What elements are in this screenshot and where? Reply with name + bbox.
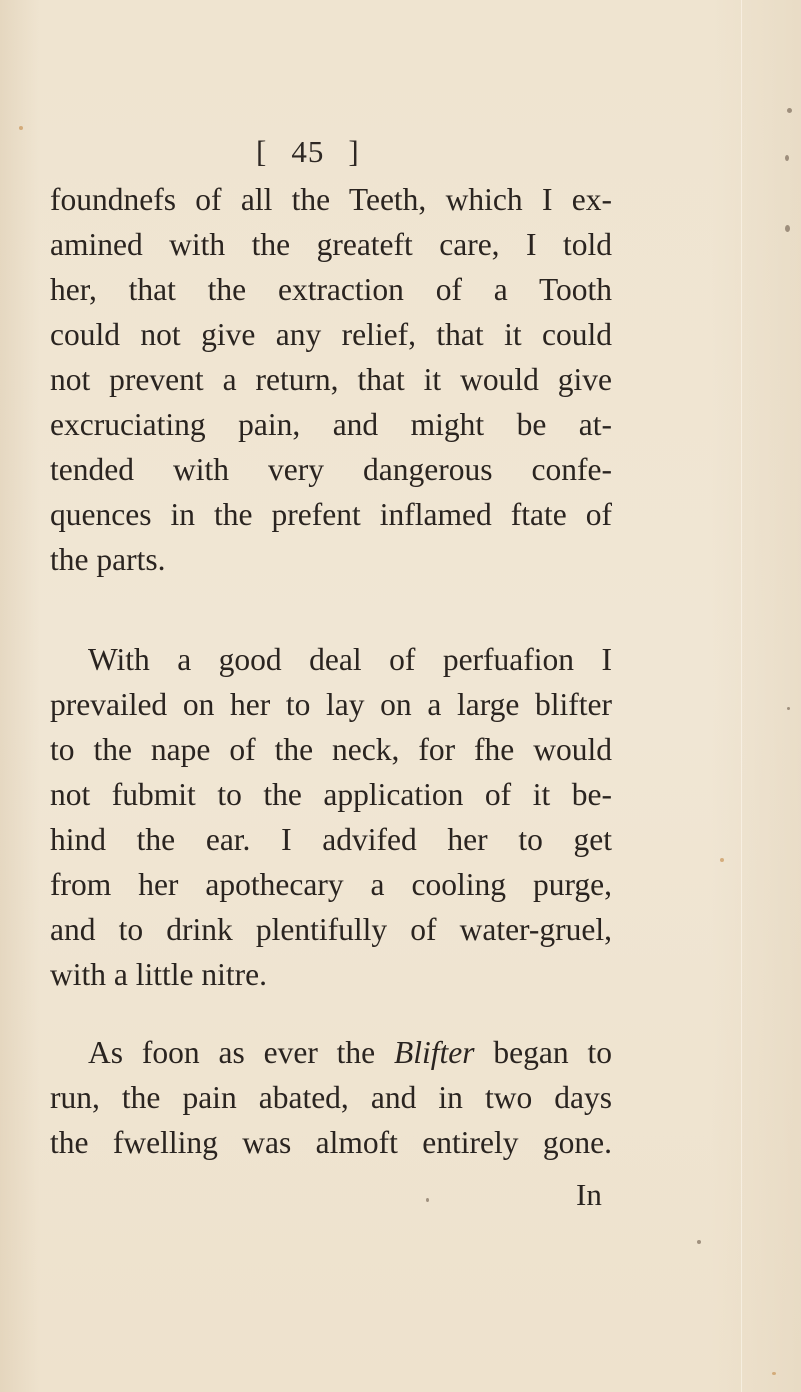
- foxing-spot: [720, 858, 724, 862]
- paragraph-2: [50, 637, 612, 997]
- foxing-spot: [19, 126, 23, 130]
- text-line: [50, 1030, 612, 1075]
- text-span: As foon as ever the: [88, 1035, 376, 1070]
- page-number: 45: [291, 134, 325, 169]
- italic-word: Blifter: [394, 1035, 475, 1070]
- text-line: quences in the prefent inflamed ftate of: [50, 497, 612, 532]
- foxing-spot: [785, 225, 790, 232]
- bracket-close: ]: [348, 134, 360, 169]
- text-line: excruciating pain, and might be at-: [50, 407, 612, 442]
- foxing-spot: [426, 1198, 429, 1202]
- text-line: could not give any relief, that it could: [50, 317, 612, 352]
- text-line: to the nape of the neck, for fhe would: [50, 732, 612, 767]
- text-line: her, that the extraction of a Tooth: [50, 272, 612, 307]
- foxing-spot: [785, 155, 789, 161]
- paragraph-3: [50, 1030, 612, 1165]
- text-line: from her apothecary a cooling purge,: [50, 867, 612, 902]
- foxing-spot: [787, 108, 792, 113]
- text-line: run, the pain abated, and in two days: [50, 1080, 612, 1115]
- foxing-spot: [787, 707, 790, 710]
- text-line: prevailed on her to lay on a large blifter: [50, 687, 612, 722]
- paragraph-1: [50, 177, 612, 582]
- text-line: with a little nitre.: [50, 957, 267, 992]
- text-line: foundnefs of all the Teeth, which I ex-: [50, 182, 612, 217]
- text-line: the fwelling was almoft entirely gone.: [50, 1125, 612, 1160]
- paper-fold-line: [741, 0, 742, 1392]
- text-line: hind the ear. I advifed her to get: [50, 822, 612, 857]
- catchword: In: [576, 1177, 602, 1212]
- text-line: amined with the greateft care, I told: [50, 227, 612, 262]
- text-line: not prevent a return, that it would give: [50, 362, 612, 397]
- foxing-spot: [772, 1372, 776, 1375]
- text-span: began to: [493, 1035, 613, 1070]
- foxing-spot: [697, 1240, 701, 1244]
- text-line: tended with very dangerous confe-: [50, 452, 612, 487]
- text-line: and to drink plentifully of water-gruel,: [50, 912, 612, 947]
- page-number-header: [256, 134, 406, 170]
- text-line: With a good deal of perfuafion I: [88, 642, 612, 677]
- text-line: the parts.: [50, 542, 166, 577]
- text-line: not fubmit to the application of it be-: [50, 777, 612, 812]
- bracket-open: [: [256, 134, 268, 169]
